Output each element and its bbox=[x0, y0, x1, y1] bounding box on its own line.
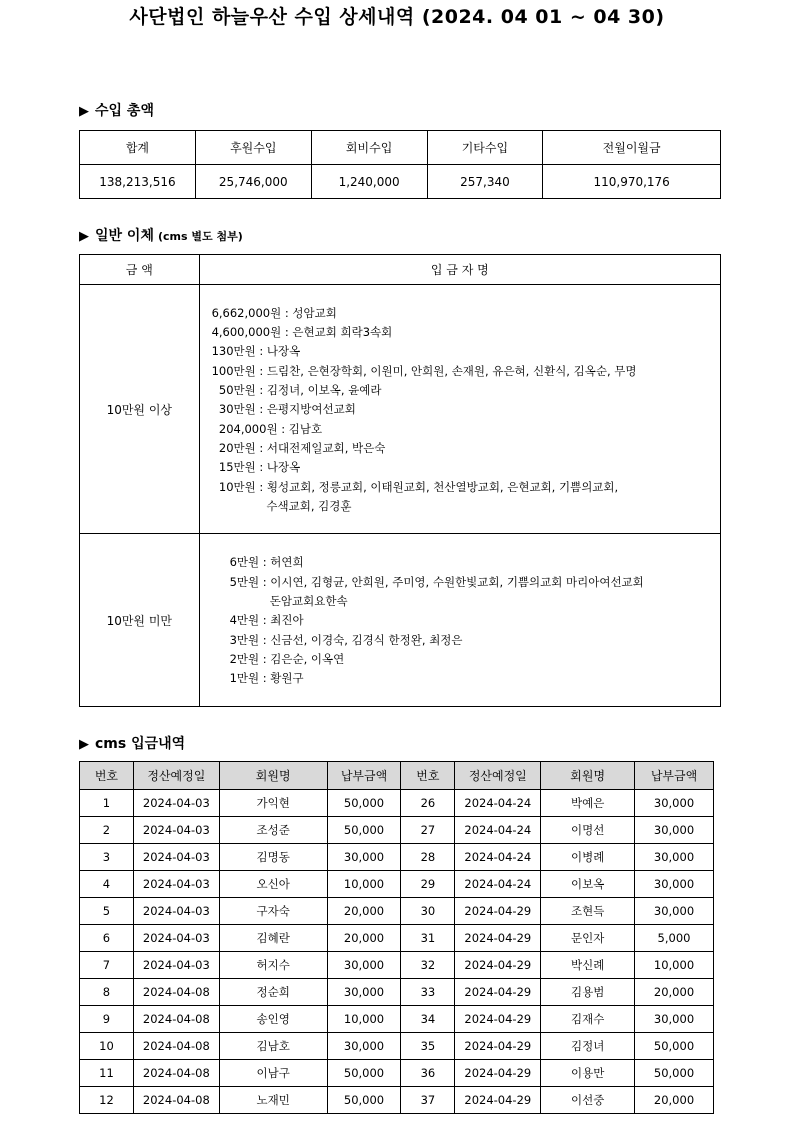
row-number: 37 bbox=[401, 1087, 455, 1114]
table-row bbox=[80, 817, 714, 844]
payment-amount: 30,000 bbox=[635, 1006, 714, 1033]
header-cell: 합계 bbox=[80, 131, 196, 165]
row-number: 11 bbox=[80, 1060, 134, 1087]
section-heading-general bbox=[79, 225, 243, 245]
member-name: 박신례 bbox=[541, 952, 635, 979]
payment-amount: 50,000 bbox=[327, 1060, 401, 1087]
settlement-date: 2024-04-29 bbox=[455, 925, 541, 952]
payment-amount: 30,000 bbox=[635, 844, 714, 871]
amount-label-over: 10만원 이상 bbox=[80, 285, 200, 534]
header-cell: 정산예정일 bbox=[455, 762, 541, 790]
section-title: 수입 총액 bbox=[95, 103, 154, 119]
payment-amount: 5,000 bbox=[635, 925, 714, 952]
settlement-date: 2024-04-29 bbox=[455, 979, 541, 1006]
header-cell: 번호 bbox=[80, 762, 134, 790]
section-heading-cms bbox=[79, 733, 185, 753]
row-number: 34 bbox=[401, 1006, 455, 1033]
row-number: 4 bbox=[80, 871, 134, 898]
list-item: 130만원 : 나장옥 bbox=[211, 344, 301, 359]
payment-amount: 30,000 bbox=[327, 1033, 401, 1060]
member-name: 이병례 bbox=[541, 844, 635, 871]
depositor-list-under bbox=[199, 534, 720, 707]
table-row bbox=[80, 871, 714, 898]
payment-amount: 10,000 bbox=[327, 871, 401, 898]
settlement-date: 2024-04-03 bbox=[133, 925, 219, 952]
table-row bbox=[80, 1087, 714, 1114]
row-number: 29 bbox=[401, 871, 455, 898]
membership-income-value: 1,240,000 bbox=[311, 165, 427, 199]
settlement-date: 2024-04-03 bbox=[133, 952, 219, 979]
header-cell: 금 액 bbox=[80, 255, 200, 285]
settlement-date: 2024-04-24 bbox=[455, 790, 541, 817]
settlement-date: 2024-04-08 bbox=[133, 979, 219, 1006]
triangle-marker-icon: ▶ bbox=[79, 229, 89, 244]
settlement-date: 2024-04-24 bbox=[455, 817, 541, 844]
header-cell: 번호 bbox=[401, 762, 455, 790]
total-income-table bbox=[79, 130, 721, 199]
table-row bbox=[80, 898, 714, 925]
payment-amount: 50,000 bbox=[327, 1087, 401, 1114]
member-name: 이남구 bbox=[219, 1060, 327, 1087]
header-cell: 회비수입 bbox=[311, 131, 427, 165]
row-number: 35 bbox=[401, 1033, 455, 1060]
payment-amount: 30,000 bbox=[635, 898, 714, 925]
list-item: 4만원 : 최진아 bbox=[229, 613, 304, 628]
list-item: 6만원 : 허연희 bbox=[229, 555, 304, 570]
payment-amount: 10,000 bbox=[327, 1006, 401, 1033]
list-item: 4,600,000원 : 은현교회 희락3속회 bbox=[211, 325, 393, 340]
row-number: 26 bbox=[401, 790, 455, 817]
settlement-date: 2024-04-03 bbox=[133, 817, 219, 844]
settlement-date: 2024-04-03 bbox=[133, 871, 219, 898]
settlement-date: 2024-04-29 bbox=[455, 1060, 541, 1087]
cms-table-body bbox=[80, 790, 714, 1114]
table-row bbox=[80, 534, 721, 707]
list-item: 돈암교회요한속 bbox=[229, 594, 348, 609]
member-name: 오신아 bbox=[219, 871, 327, 898]
cms-deposit-table bbox=[79, 761, 714, 1114]
other-income-value: 257,340 bbox=[427, 165, 543, 199]
payment-amount: 30,000 bbox=[635, 871, 714, 898]
header-cell: 입 금 자 명 bbox=[199, 255, 720, 285]
payment-amount: 30,000 bbox=[327, 952, 401, 979]
header-cell: 기타수입 bbox=[427, 131, 543, 165]
section-title: 일반 이체 bbox=[95, 228, 154, 244]
table-row bbox=[80, 925, 714, 952]
header-cell: 정산예정일 bbox=[133, 762, 219, 790]
member-name: 이보옥 bbox=[541, 871, 635, 898]
amount-label-under: 10만원 미만 bbox=[80, 534, 200, 707]
list-item: 5만원 : 이시연, 김형균, 안희원, 주미영, 수원한빛교회, 기쁨의교회 마리아여선교회 bbox=[229, 574, 644, 589]
member-name: 조성준 bbox=[219, 817, 327, 844]
header-cell: 납부금액 bbox=[635, 762, 714, 790]
settlement-date: 2024-04-29 bbox=[455, 952, 541, 979]
member-name: 박예은 bbox=[541, 790, 635, 817]
payment-amount: 20,000 bbox=[327, 898, 401, 925]
depositor-list-over bbox=[199, 285, 720, 534]
settlement-date: 2024-04-24 bbox=[455, 871, 541, 898]
list-item: 6,662,000원 : 성암교회 bbox=[211, 305, 337, 320]
settlement-date: 2024-04-08 bbox=[133, 1006, 219, 1033]
settlement-date: 2024-04-03 bbox=[133, 844, 219, 871]
triangle-marker-icon: ▶ bbox=[79, 737, 89, 752]
row-number: 9 bbox=[80, 1006, 134, 1033]
member-name: 허지수 bbox=[219, 952, 327, 979]
section-note: (cms 별도 첨부) bbox=[157, 230, 243, 243]
triangle-marker-icon: ▶ bbox=[79, 104, 89, 119]
header-cell: 회원명 bbox=[219, 762, 327, 790]
member-name: 김정녀 bbox=[541, 1033, 635, 1060]
payment-amount: 30,000 bbox=[635, 790, 714, 817]
list-item: 1만원 : 황원구 bbox=[229, 671, 304, 686]
member-name: 문인자 bbox=[541, 925, 635, 952]
member-name: 김혜란 bbox=[219, 925, 327, 952]
section-heading-total bbox=[79, 100, 154, 120]
member-name: 이명선 bbox=[541, 817, 635, 844]
payment-amount: 50,000 bbox=[635, 1060, 714, 1087]
general-transfer-table bbox=[79, 254, 721, 707]
member-name: 정순희 bbox=[219, 979, 327, 1006]
row-number: 27 bbox=[401, 817, 455, 844]
member-name: 조현득 bbox=[541, 898, 635, 925]
table-row bbox=[80, 979, 714, 1006]
row-number: 5 bbox=[80, 898, 134, 925]
table-row bbox=[80, 1060, 714, 1087]
settlement-date: 2024-04-03 bbox=[133, 898, 219, 925]
row-number: 8 bbox=[80, 979, 134, 1006]
row-number: 30 bbox=[401, 898, 455, 925]
table-header-row bbox=[80, 255, 721, 285]
member-name: 이선중 bbox=[541, 1087, 635, 1114]
member-name: 김명동 bbox=[219, 844, 327, 871]
payment-amount: 50,000 bbox=[635, 1033, 714, 1060]
payment-amount: 20,000 bbox=[635, 1087, 714, 1114]
payment-amount: 30,000 bbox=[635, 817, 714, 844]
settlement-date: 2024-04-08 bbox=[133, 1060, 219, 1087]
settlement-date: 2024-04-08 bbox=[133, 1087, 219, 1114]
carryover-value: 110,970,176 bbox=[543, 165, 721, 199]
list-item: 15만원 : 나장옥 bbox=[211, 460, 301, 475]
settlement-date: 2024-04-08 bbox=[133, 1033, 219, 1060]
member-name: 구자숙 bbox=[219, 898, 327, 925]
sponsor-income-value: 25,746,000 bbox=[195, 165, 311, 199]
header-cell: 납부금액 bbox=[327, 762, 401, 790]
table-row bbox=[80, 1033, 714, 1060]
list-item: 수색교회, 김경훈 bbox=[211, 498, 352, 513]
table-header-row bbox=[80, 131, 721, 165]
settlement-date: 2024-04-29 bbox=[455, 1006, 541, 1033]
row-number: 2 bbox=[80, 817, 134, 844]
table-row bbox=[80, 952, 714, 979]
list-item: 100만원 : 드림찬, 은현장학회, 이원미, 안희원, 손재원, 유은혀, 신환식, 김옥순, 무명 bbox=[211, 363, 637, 378]
list-item: 204,000원 : 김남호 bbox=[211, 421, 323, 436]
settlement-date: 2024-04-24 bbox=[455, 844, 541, 871]
member-name: 이용만 bbox=[541, 1060, 635, 1087]
settlement-date: 2024-04-29 bbox=[455, 898, 541, 925]
header-cell: 회원명 bbox=[541, 762, 635, 790]
list-item: 3만원 : 신금선, 이경숙, 김경식 한정완, 최정은 bbox=[229, 632, 463, 647]
total-value: 138,213,516 bbox=[80, 165, 196, 199]
table-header-row bbox=[80, 762, 714, 790]
header-cell: 후원수입 bbox=[195, 131, 311, 165]
table-row bbox=[80, 844, 714, 871]
payment-amount: 10,000 bbox=[635, 952, 714, 979]
list-item: 50만원 : 김정녀, 이보옥, 윤예라 bbox=[211, 383, 382, 398]
payment-amount: 50,000 bbox=[327, 817, 401, 844]
member-name: 가익현 bbox=[219, 790, 327, 817]
payment-amount: 30,000 bbox=[327, 979, 401, 1006]
header-cell: 전월이월금 bbox=[543, 131, 721, 165]
list-item: 30만원 : 은평지방여선교회 bbox=[211, 402, 356, 417]
row-number: 6 bbox=[80, 925, 134, 952]
member-name: 김용범 bbox=[541, 979, 635, 1006]
row-number: 7 bbox=[80, 952, 134, 979]
table-row bbox=[80, 285, 721, 534]
settlement-date: 2024-04-29 bbox=[455, 1033, 541, 1060]
page-title: 사단법인 하늘우산 수입 상세내역 (2024. 04 01 ~ 04 30) bbox=[129, 6, 665, 28]
row-number: 31 bbox=[401, 925, 455, 952]
member-name: 송인영 bbox=[219, 1006, 327, 1033]
row-number: 3 bbox=[80, 844, 134, 871]
row-number: 12 bbox=[80, 1087, 134, 1114]
row-number: 33 bbox=[401, 979, 455, 1006]
member-name: 김재수 bbox=[541, 1006, 635, 1033]
settlement-date: 2024-04-03 bbox=[133, 790, 219, 817]
row-number: 32 bbox=[401, 952, 455, 979]
row-number: 1 bbox=[80, 790, 134, 817]
payment-amount: 20,000 bbox=[327, 925, 401, 952]
row-number: 36 bbox=[401, 1060, 455, 1087]
settlement-date: 2024-04-29 bbox=[455, 1087, 541, 1114]
payment-amount: 30,000 bbox=[327, 844, 401, 871]
payment-amount: 20,000 bbox=[635, 979, 714, 1006]
member-name: 김남호 bbox=[219, 1033, 327, 1060]
row-number: 28 bbox=[401, 844, 455, 871]
table-row bbox=[80, 165, 721, 199]
list-item: 20만원 : 서대전제일교회, 박은숙 bbox=[211, 440, 386, 455]
section-title: cms 입금내역 bbox=[95, 736, 186, 752]
table-row bbox=[80, 1006, 714, 1033]
list-item: 2만원 : 김은순, 이옥연 bbox=[229, 651, 345, 666]
table-row bbox=[80, 790, 714, 817]
list-item: 10만원 : 횡성교회, 정릉교회, 이태원교회, 천산열방교회, 은현교회, 기쁨의교회, bbox=[211, 479, 619, 494]
row-number: 10 bbox=[80, 1033, 134, 1060]
payment-amount: 50,000 bbox=[327, 790, 401, 817]
member-name: 노재민 bbox=[219, 1087, 327, 1114]
